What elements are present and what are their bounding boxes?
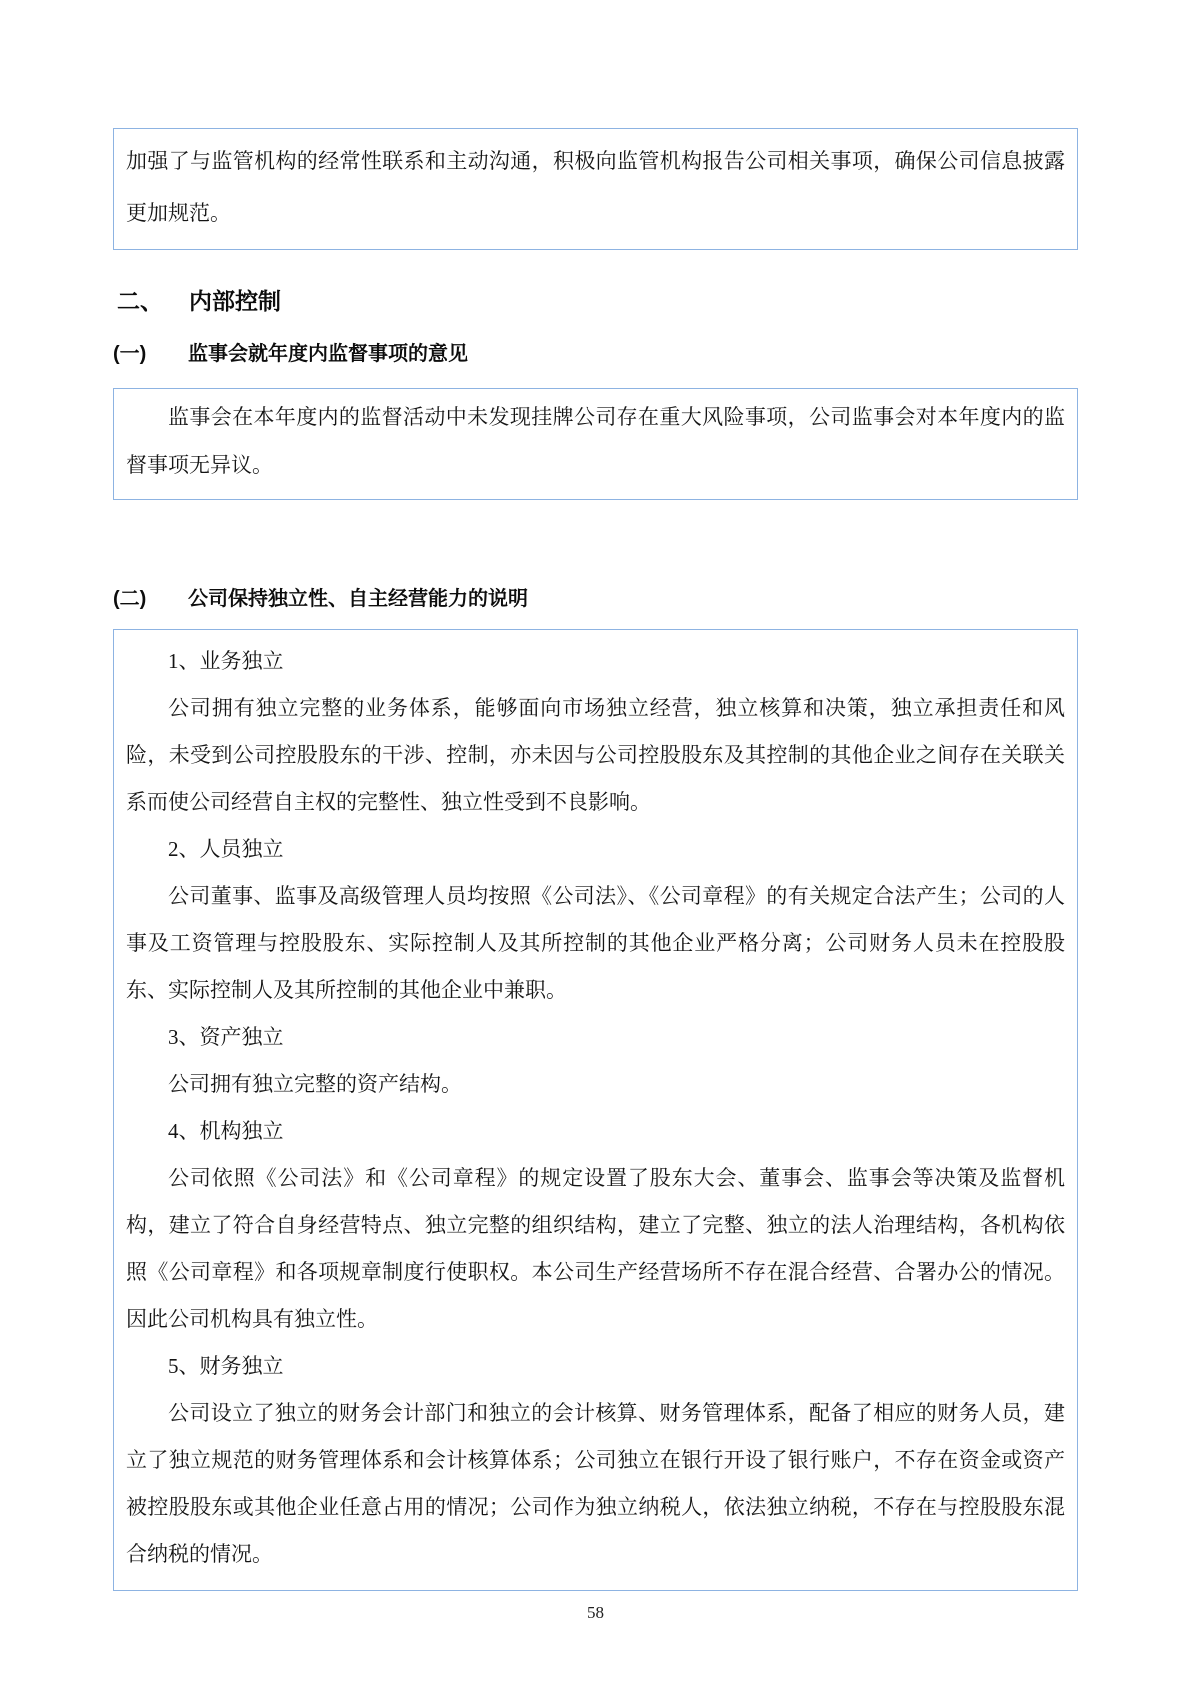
- independence-item-title: 2、人员独立: [168, 837, 284, 861]
- independence-item-body: 公司设立了独立的财务会计部门和独立的会计核算、财务管理体系，配备了相应的财务人员，建立了独立规范的财务管理体系和会计核算体系；公司独立在银行开设了银行账户，不存在资金或资产被控股股东或其他企业任意占用的情况；公司作为独立纳税人，依法独立纳税，不存在与控股股东混合纳税的情况。: [126, 1401, 1065, 1566]
- independence-item-body: 公司拥有独立完整的资产结构。: [168, 1072, 462, 1096]
- subsection-heading-supervision: [113, 340, 1078, 368]
- independence-item-body: 公司依照《公司法》和《公司章程》的规定设置了股东大会、董事会、监事会等决策及监督机构，建立了符合自身经营特点、独立完整的组织结构，建立了完整、独立的法人治理结构，各机构依照《公司章程》和各项规章制度行使职权。本公司生产经营场所不存在混合经营、合署办公的情况。因此公司机构具有独立性。: [126, 1166, 1065, 1331]
- independence-statement-box: [113, 629, 1078, 1591]
- subsection-number: (二): [113, 588, 147, 610]
- supervision-opinion-box: [113, 388, 1078, 500]
- independence-item-title: 5、财务独立: [168, 1354, 284, 1378]
- independence-item-title: 4、机构独立: [168, 1119, 284, 1143]
- independence-item-body: 公司拥有独立完整的业务体系，能够面向市场独立经营，独立核算和决策，独立承担责任和风险，未受到公司控股股东的干涉、控制，亦未因与公司控股股东及其控制的其他企业之间存在关联关系而使公司经营自主权的完整性、独立性受到不良影响。: [126, 696, 1065, 814]
- disclosure-continuation-box: [113, 128, 1078, 250]
- independence-item-body: 公司董事、监事及高级管理人员均按照《公司法》、《公司章程》的有关规定合法产生；公司的人事及工资管理与控股股东、实际控制人及其所控制的其他企业严格分离；公司财务人员未在控股股东、实际控制人及其所控制的其他企业中兼职。: [126, 884, 1065, 1002]
- section-title: 内部控制: [189, 288, 281, 314]
- section-number: 二、: [117, 288, 163, 314]
- subsection-number: (一): [113, 343, 147, 365]
- page-number: 58: [587, 1603, 604, 1622]
- disclosure-continuation-text: 加强了与监管机构的经常性联系和主动沟通，积极向监管机构报告公司相关事项，确保公司信息披露更加规范。: [126, 149, 1065, 225]
- subsection-heading-independence: [113, 585, 1078, 613]
- independence-item-title: 3、资产独立: [168, 1025, 284, 1049]
- supervision-opinion-text: 监事会在本年度内的监督活动中未发现挂牌公司存在重大风险事项，公司监事会对本年度内的监督事项无异议。: [126, 405, 1065, 477]
- section-heading-internal-control: [117, 286, 1078, 316]
- independence-item-title: 1、业务独立: [168, 649, 284, 673]
- subsection-title: 公司保持独立性、自主经营能力的说明: [188, 588, 528, 610]
- subsection-title: 监事会就年度内监督事项的意见: [188, 343, 468, 365]
